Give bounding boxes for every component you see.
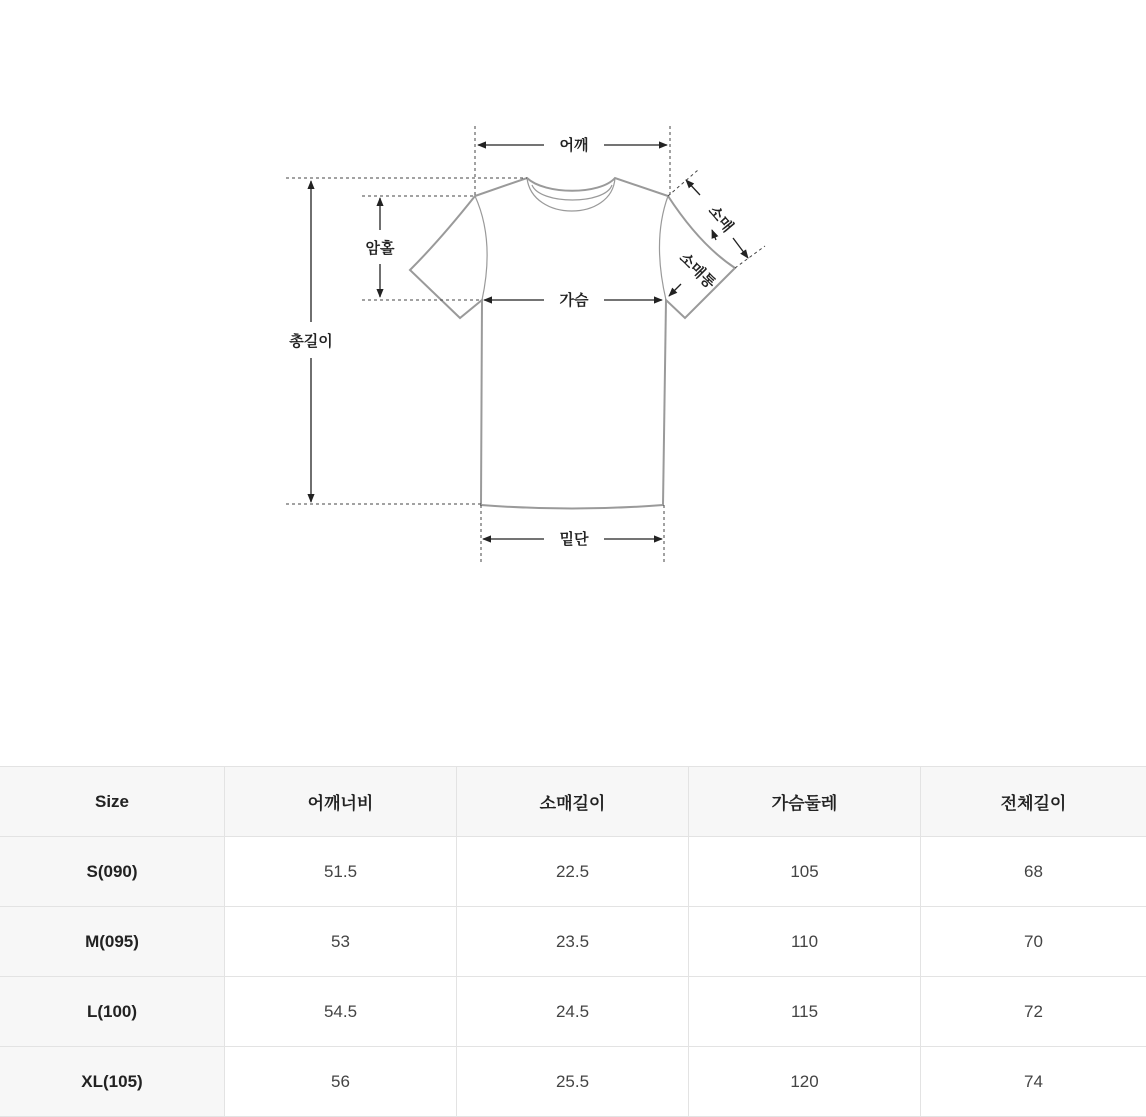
- label-chest: 가슴: [560, 291, 589, 309]
- size-cell: XL(105): [0, 1047, 225, 1117]
- value-cell: 53: [225, 907, 457, 977]
- header-chest: 가슴둘레: [689, 767, 921, 837]
- table-header-row: [0, 767, 1146, 837]
- table-row: [0, 977, 1146, 1047]
- tshirt-outline: [410, 178, 735, 509]
- size-cell: S(090): [0, 837, 225, 907]
- value-cell: 24.5: [457, 977, 689, 1047]
- label-sleeve: 소매: [705, 202, 737, 236]
- header-shoulder-width: 어깨너비: [225, 767, 457, 837]
- value-cell: 72: [921, 977, 1146, 1047]
- table-row: [0, 837, 1146, 907]
- value-cell: 70: [921, 907, 1146, 977]
- label-sleeve-opening: 소매통: [676, 249, 720, 293]
- value-cell: 22.5: [457, 837, 689, 907]
- label-shoulder: 어깨: [560, 136, 589, 154]
- value-cell: 74: [921, 1047, 1146, 1117]
- table-row: [0, 1047, 1146, 1117]
- value-cell: 110: [689, 907, 921, 977]
- size-cell: L(100): [0, 977, 225, 1047]
- value-cell: 105: [689, 837, 921, 907]
- header-size: Size: [0, 767, 225, 837]
- table-row: [0, 907, 1146, 977]
- value-cell: 115: [689, 977, 921, 1047]
- value-cell: 25.5: [457, 1047, 689, 1117]
- header-total-length: 전체길이: [921, 767, 1146, 837]
- label-armhole: 암홀: [366, 239, 395, 257]
- header-sleeve-length: 소매길이: [457, 767, 689, 837]
- value-cell: 51.5: [225, 837, 457, 907]
- value-cell: 68: [921, 837, 1146, 907]
- label-total-length: 총길이: [288, 332, 332, 350]
- size-table: [0, 766, 1146, 1117]
- label-hem: 밑단: [560, 530, 589, 548]
- size-cell: M(095): [0, 907, 225, 977]
- value-cell: 56: [225, 1047, 457, 1117]
- value-cell: 54.5: [225, 977, 457, 1047]
- value-cell: 120: [689, 1047, 921, 1117]
- value-cell: 23.5: [457, 907, 689, 977]
